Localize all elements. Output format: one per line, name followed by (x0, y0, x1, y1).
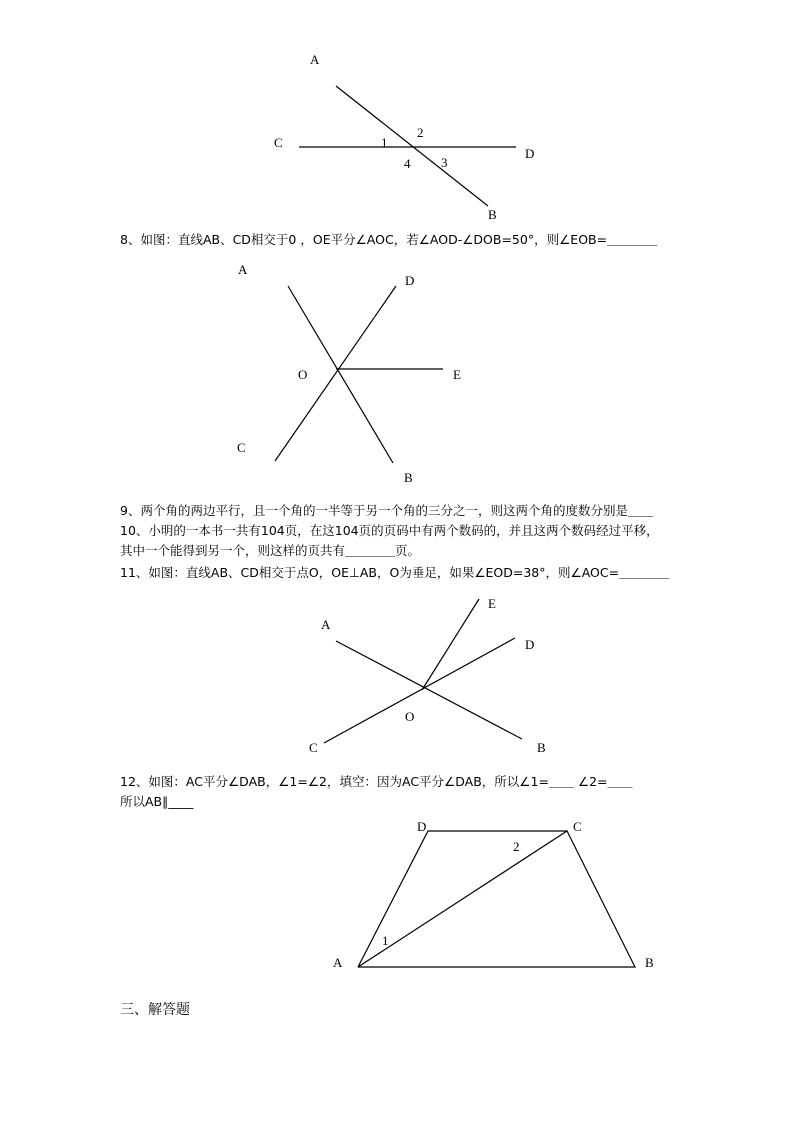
angle-label-2: 2 (417, 125, 424, 140)
figure-q11 (309, 596, 546, 755)
label-e: E (488, 596, 496, 611)
label-c: C (309, 740, 318, 755)
trapezoid-abcd (358, 831, 635, 967)
label-o: O (405, 709, 415, 724)
angle-label-1: 1 (381, 135, 388, 150)
question-12-line-1: 12、如图：AC平分∠DAB，∠1=∠2，填空：因为AC平分∠DAB，所以∠1=＿＿ ∠2=＿＿ (120, 774, 633, 789)
label-d: D (525, 146, 535, 161)
angle-label-2: 2 (513, 839, 520, 854)
label-a: A (333, 955, 343, 970)
question-9: 9、两个角的两边平行，且一个角的一半等于另一个角的三分之一，则这两个角的度数分别是＿＿ (120, 503, 653, 518)
label-c: C (573, 819, 582, 834)
label-a: A (238, 262, 248, 277)
label-o: O (298, 367, 308, 382)
line-cd (324, 638, 515, 743)
angle-label-1: 1 (382, 933, 389, 948)
angle-label-3: 3 (441, 155, 448, 170)
ray-oe (422, 599, 479, 690)
label-b: B (488, 207, 497, 222)
label-a: A (310, 52, 320, 67)
question-11: 11、如图：直线AB、CD相交于点O，OE⊥AB，O为垂足，如果∠EOD=38°，则∠AOC=＿＿＿＿ (120, 565, 670, 580)
label-d: D (525, 637, 535, 652)
diagonal-ac (358, 831, 567, 967)
section-title: 三、解答题 (120, 1002, 190, 1018)
label-a: A (321, 617, 331, 632)
label-c: C (274, 135, 283, 150)
line-ab (336, 86, 488, 206)
question-10-line-2: 其中一个能得到另一个，则这样的页共有＿＿＿＿页。 (120, 543, 421, 558)
figure-q12 (333, 819, 654, 970)
line-ab (336, 641, 522, 739)
label-b: B (404, 470, 413, 485)
question-12-line-2: 所以AB∥____ (120, 794, 194, 809)
label-d: D (417, 819, 427, 834)
label-b: B (645, 955, 654, 970)
label-e: E (453, 367, 461, 382)
figure-q8 (237, 262, 461, 485)
question-8: 8、如图：直线AB、CD相交于0 ，OE平分∠AOC，若∠AOD-∠DOB=50°，则∠EOB=＿＿＿＿ (120, 232, 658, 247)
angle-label-4: 4 (404, 156, 411, 171)
label-c: C (237, 440, 246, 455)
label-b: B (537, 740, 546, 755)
label-d: D (405, 273, 415, 288)
line-cd (275, 286, 396, 461)
question-10-line-1: 10、小明的一本书一共有104页，在这104页的页码中有两个数码的，并且这两个数码经过平移， (120, 523, 659, 538)
figure-q7-lines (299, 86, 516, 206)
